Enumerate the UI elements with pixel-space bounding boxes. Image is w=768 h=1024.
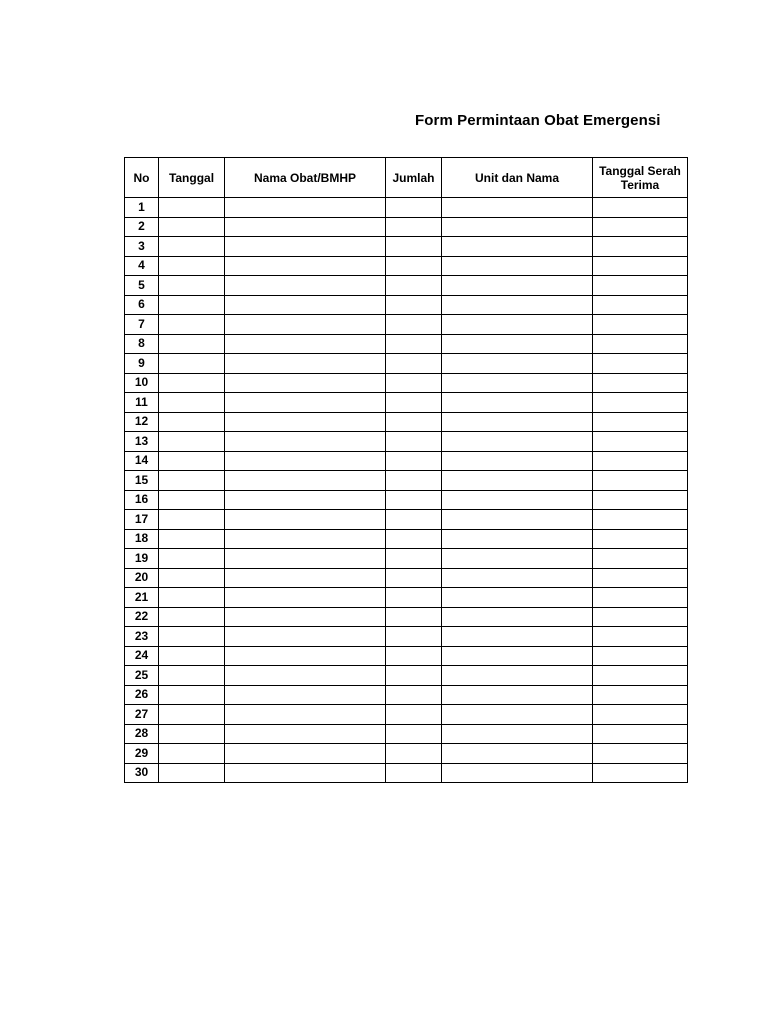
table-row bbox=[125, 724, 688, 744]
tanggal-cell[interactable] bbox=[159, 510, 225, 530]
table-row bbox=[125, 490, 688, 510]
nama-obat-cell[interactable] bbox=[225, 588, 386, 608]
tanggal-cell[interactable] bbox=[159, 471, 225, 491]
unit-nama-cell[interactable] bbox=[442, 237, 593, 257]
form-title: Form Permintaan Obat Emergensi bbox=[415, 112, 661, 129]
column-header-tanggal-serah: Tanggal Serah Terima bbox=[593, 158, 688, 198]
tanggal-cell[interactable] bbox=[159, 295, 225, 315]
jumlah-cell[interactable] bbox=[386, 529, 442, 549]
table-row bbox=[125, 763, 688, 783]
row-number: 18 bbox=[125, 529, 159, 549]
jumlah-cell[interactable] bbox=[386, 334, 442, 354]
table-row bbox=[125, 315, 688, 335]
jumlah-cell[interactable] bbox=[386, 763, 442, 783]
nama-obat-cell[interactable] bbox=[225, 646, 386, 666]
tanggal-cell[interactable] bbox=[159, 315, 225, 335]
table-row bbox=[125, 295, 688, 315]
row-number: 11 bbox=[125, 393, 159, 413]
nama-obat-cell[interactable] bbox=[225, 763, 386, 783]
unit-nama-cell[interactable] bbox=[442, 412, 593, 432]
nama-obat-cell[interactable] bbox=[225, 724, 386, 744]
request-table bbox=[124, 157, 688, 783]
unit-nama-cell[interactable] bbox=[442, 510, 593, 530]
tanggal-serah-cell[interactable] bbox=[593, 529, 688, 549]
unit-nama-cell[interactable] bbox=[442, 256, 593, 276]
row-number: 22 bbox=[125, 607, 159, 627]
jumlah-cell[interactable] bbox=[386, 568, 442, 588]
unit-nama-cell[interactable] bbox=[442, 334, 593, 354]
tanggal-cell[interactable] bbox=[159, 412, 225, 432]
tanggal-serah-cell[interactable] bbox=[593, 412, 688, 432]
column-header-jumlah: Jumlah bbox=[386, 158, 442, 198]
nama-obat-cell[interactable] bbox=[225, 373, 386, 393]
row-number: 3 bbox=[125, 237, 159, 257]
tanggal-cell[interactable] bbox=[159, 276, 225, 296]
jumlah-cell[interactable] bbox=[386, 724, 442, 744]
unit-nama-cell[interactable] bbox=[442, 705, 593, 725]
nama-obat-cell[interactable] bbox=[225, 354, 386, 374]
nama-obat-cell[interactable] bbox=[225, 471, 386, 491]
unit-nama-cell[interactable] bbox=[442, 529, 593, 549]
tanggal-serah-cell[interactable] bbox=[593, 198, 688, 218]
tanggal-serah-cell[interactable] bbox=[593, 393, 688, 413]
jumlah-cell[interactable] bbox=[386, 295, 442, 315]
tanggal-serah-cell[interactable] bbox=[593, 256, 688, 276]
row-number: 17 bbox=[125, 510, 159, 530]
table-row bbox=[125, 685, 688, 705]
nama-obat-cell[interactable] bbox=[225, 412, 386, 432]
table-row bbox=[125, 705, 688, 725]
table-row bbox=[125, 276, 688, 296]
jumlah-cell[interactable] bbox=[386, 510, 442, 530]
tanggal-cell[interactable] bbox=[159, 198, 225, 218]
tanggal-serah-cell[interactable] bbox=[593, 276, 688, 296]
table-row bbox=[125, 549, 688, 569]
row-number: 15 bbox=[125, 471, 159, 491]
tanggal-serah-cell[interactable] bbox=[593, 451, 688, 471]
tanggal-cell[interactable] bbox=[159, 705, 225, 725]
unit-nama-cell[interactable] bbox=[442, 627, 593, 647]
tanggal-cell[interactable] bbox=[159, 393, 225, 413]
nama-obat-cell[interactable] bbox=[225, 529, 386, 549]
table-row bbox=[125, 217, 688, 237]
unit-nama-cell[interactable] bbox=[442, 568, 593, 588]
tanggal-serah-cell[interactable] bbox=[593, 432, 688, 452]
table-row bbox=[125, 451, 688, 471]
tanggal-serah-cell[interactable] bbox=[593, 334, 688, 354]
table-row bbox=[125, 744, 688, 764]
unit-nama-cell[interactable] bbox=[442, 373, 593, 393]
row-number: 5 bbox=[125, 276, 159, 296]
unit-nama-cell[interactable] bbox=[442, 295, 593, 315]
jumlah-cell[interactable] bbox=[386, 646, 442, 666]
table-row bbox=[125, 510, 688, 530]
table-row bbox=[125, 256, 688, 276]
unit-nama-cell[interactable] bbox=[442, 217, 593, 237]
jumlah-cell[interactable] bbox=[386, 432, 442, 452]
tanggal-serah-cell[interactable] bbox=[593, 510, 688, 530]
column-header-tanggal: Tanggal bbox=[159, 158, 225, 198]
jumlah-cell[interactable] bbox=[386, 256, 442, 276]
tanggal-serah-cell[interactable] bbox=[593, 568, 688, 588]
tanggal-serah-cell[interactable] bbox=[593, 627, 688, 647]
jumlah-cell[interactable] bbox=[386, 451, 442, 471]
tanggal-serah-cell[interactable] bbox=[593, 315, 688, 335]
nama-obat-cell[interactable] bbox=[225, 217, 386, 237]
row-number: 27 bbox=[125, 705, 159, 725]
unit-nama-cell[interactable] bbox=[442, 393, 593, 413]
jumlah-cell[interactable] bbox=[386, 217, 442, 237]
row-number: 1 bbox=[125, 198, 159, 218]
tanggal-cell[interactable] bbox=[159, 334, 225, 354]
row-number: 13 bbox=[125, 432, 159, 452]
jumlah-cell[interactable] bbox=[386, 198, 442, 218]
tanggal-cell[interactable] bbox=[159, 627, 225, 647]
unit-nama-cell[interactable] bbox=[442, 549, 593, 569]
unit-nama-cell[interactable] bbox=[442, 315, 593, 335]
jumlah-cell[interactable] bbox=[386, 276, 442, 296]
tanggal-cell[interactable] bbox=[159, 724, 225, 744]
tanggal-serah-cell[interactable] bbox=[593, 217, 688, 237]
table-header-row bbox=[125, 158, 688, 198]
nama-obat-cell[interactable] bbox=[225, 295, 386, 315]
nama-obat-cell[interactable] bbox=[225, 490, 386, 510]
table-row bbox=[125, 568, 688, 588]
tanggal-cell[interactable] bbox=[159, 607, 225, 627]
row-number: 14 bbox=[125, 451, 159, 471]
column-header-nama-obat: Nama Obat/BMHP bbox=[225, 158, 386, 198]
nama-obat-cell[interactable] bbox=[225, 549, 386, 569]
unit-nama-cell[interactable] bbox=[442, 607, 593, 627]
nama-obat-cell[interactable] bbox=[225, 744, 386, 764]
table-row bbox=[125, 627, 688, 647]
tanggal-cell[interactable] bbox=[159, 237, 225, 257]
tanggal-serah-cell[interactable] bbox=[593, 666, 688, 686]
jumlah-cell[interactable] bbox=[386, 315, 442, 335]
jumlah-cell[interactable] bbox=[386, 705, 442, 725]
nama-obat-cell[interactable] bbox=[225, 666, 386, 686]
row-number: 30 bbox=[125, 763, 159, 783]
tanggal-cell[interactable] bbox=[159, 568, 225, 588]
row-number: 25 bbox=[125, 666, 159, 686]
tanggal-cell[interactable] bbox=[159, 744, 225, 764]
nama-obat-cell[interactable] bbox=[225, 276, 386, 296]
tanggal-cell[interactable] bbox=[159, 529, 225, 549]
row-number: 2 bbox=[125, 217, 159, 237]
jumlah-cell[interactable] bbox=[386, 549, 442, 569]
nama-obat-cell[interactable] bbox=[225, 237, 386, 257]
tanggal-serah-cell[interactable] bbox=[593, 724, 688, 744]
tanggal-serah-cell[interactable] bbox=[593, 295, 688, 315]
tanggal-serah-cell[interactable] bbox=[593, 373, 688, 393]
unit-nama-cell[interactable] bbox=[442, 744, 593, 764]
unit-nama-cell[interactable] bbox=[442, 198, 593, 218]
nama-obat-cell[interactable] bbox=[225, 451, 386, 471]
tanggal-cell[interactable] bbox=[159, 217, 225, 237]
nama-obat-cell[interactable] bbox=[225, 685, 386, 705]
row-number: 8 bbox=[125, 334, 159, 354]
table-row bbox=[125, 198, 688, 218]
nama-obat-cell[interactable] bbox=[225, 568, 386, 588]
jumlah-cell[interactable] bbox=[386, 393, 442, 413]
tanggal-cell[interactable] bbox=[159, 666, 225, 686]
table-row bbox=[125, 412, 688, 432]
row-number: 29 bbox=[125, 744, 159, 764]
jumlah-cell[interactable] bbox=[386, 490, 442, 510]
nama-obat-cell[interactable] bbox=[225, 432, 386, 452]
column-header-unit-nama: Unit dan Nama bbox=[442, 158, 593, 198]
table-row bbox=[125, 666, 688, 686]
jumlah-cell[interactable] bbox=[386, 588, 442, 608]
row-number: 6 bbox=[125, 295, 159, 315]
tanggal-serah-cell[interactable] bbox=[593, 685, 688, 705]
jumlah-cell[interactable] bbox=[386, 744, 442, 764]
table-row bbox=[125, 354, 688, 374]
unit-nama-cell[interactable] bbox=[442, 588, 593, 608]
tanggal-cell[interactable] bbox=[159, 763, 225, 783]
jumlah-cell[interactable] bbox=[386, 237, 442, 257]
tanggal-serah-cell[interactable] bbox=[593, 549, 688, 569]
tanggal-cell[interactable] bbox=[159, 588, 225, 608]
row-number: 10 bbox=[125, 373, 159, 393]
row-number: 19 bbox=[125, 549, 159, 569]
jumlah-cell[interactable] bbox=[386, 607, 442, 627]
unit-nama-cell[interactable] bbox=[442, 354, 593, 374]
row-number: 28 bbox=[125, 724, 159, 744]
unit-nama-cell[interactable] bbox=[442, 666, 593, 686]
column-header-no: No bbox=[125, 158, 159, 198]
nama-obat-cell[interactable] bbox=[225, 607, 386, 627]
tanggal-serah-cell[interactable] bbox=[593, 744, 688, 764]
row-number: 26 bbox=[125, 685, 159, 705]
tanggal-cell[interactable] bbox=[159, 432, 225, 452]
tanggal-serah-cell[interactable] bbox=[593, 588, 688, 608]
row-number: 20 bbox=[125, 568, 159, 588]
row-number: 9 bbox=[125, 354, 159, 374]
tanggal-serah-cell[interactable] bbox=[593, 471, 688, 491]
unit-nama-cell[interactable] bbox=[442, 276, 593, 296]
tanggal-cell[interactable] bbox=[159, 373, 225, 393]
nama-obat-cell[interactable] bbox=[225, 510, 386, 530]
jumlah-cell[interactable] bbox=[386, 471, 442, 491]
nama-obat-cell[interactable] bbox=[225, 393, 386, 413]
nama-obat-cell[interactable] bbox=[225, 315, 386, 335]
jumlah-cell[interactable] bbox=[386, 354, 442, 374]
row-number: 24 bbox=[125, 646, 159, 666]
unit-nama-cell[interactable] bbox=[442, 646, 593, 666]
row-number: 23 bbox=[125, 627, 159, 647]
unit-nama-cell[interactable] bbox=[442, 724, 593, 744]
unit-nama-cell[interactable] bbox=[442, 490, 593, 510]
jumlah-cell[interactable] bbox=[386, 685, 442, 705]
tanggal-serah-cell[interactable] bbox=[593, 763, 688, 783]
table-row bbox=[125, 334, 688, 354]
table-row bbox=[125, 237, 688, 257]
table-row bbox=[125, 646, 688, 666]
unit-nama-cell[interactable] bbox=[442, 471, 593, 491]
tanggal-serah-cell[interactable] bbox=[593, 646, 688, 666]
table-row bbox=[125, 432, 688, 452]
table-row bbox=[125, 588, 688, 608]
jumlah-cell[interactable] bbox=[386, 627, 442, 647]
tanggal-serah-cell[interactable] bbox=[593, 607, 688, 627]
nama-obat-cell[interactable] bbox=[225, 705, 386, 725]
table-row bbox=[125, 607, 688, 627]
unit-nama-cell[interactable] bbox=[442, 432, 593, 452]
tanggal-cell[interactable] bbox=[159, 490, 225, 510]
unit-nama-cell[interactable] bbox=[442, 763, 593, 783]
row-number: 7 bbox=[125, 315, 159, 335]
tanggal-serah-cell[interactable] bbox=[593, 237, 688, 257]
row-number: 21 bbox=[125, 588, 159, 608]
unit-nama-cell[interactable] bbox=[442, 451, 593, 471]
table-body bbox=[125, 198, 688, 783]
table-row bbox=[125, 393, 688, 413]
tanggal-cell[interactable] bbox=[159, 451, 225, 471]
jumlah-cell[interactable] bbox=[386, 666, 442, 686]
tanggal-cell[interactable] bbox=[159, 646, 225, 666]
jumlah-cell[interactable] bbox=[386, 373, 442, 393]
row-number: 16 bbox=[125, 490, 159, 510]
nama-obat-cell[interactable] bbox=[225, 198, 386, 218]
row-number: 4 bbox=[125, 256, 159, 276]
nama-obat-cell[interactable] bbox=[225, 627, 386, 647]
nama-obat-cell[interactable] bbox=[225, 256, 386, 276]
jumlah-cell[interactable] bbox=[386, 412, 442, 432]
tanggal-cell[interactable] bbox=[159, 256, 225, 276]
table-row bbox=[125, 471, 688, 491]
tanggal-serah-cell[interactable] bbox=[593, 490, 688, 510]
tanggal-cell[interactable] bbox=[159, 685, 225, 705]
tanggal-cell[interactable] bbox=[159, 354, 225, 374]
tanggal-serah-cell[interactable] bbox=[593, 354, 688, 374]
unit-nama-cell[interactable] bbox=[442, 685, 593, 705]
tanggal-serah-cell[interactable] bbox=[593, 705, 688, 725]
table-row bbox=[125, 373, 688, 393]
nama-obat-cell[interactable] bbox=[225, 334, 386, 354]
table-row bbox=[125, 529, 688, 549]
tanggal-cell[interactable] bbox=[159, 549, 225, 569]
row-number: 12 bbox=[125, 412, 159, 432]
